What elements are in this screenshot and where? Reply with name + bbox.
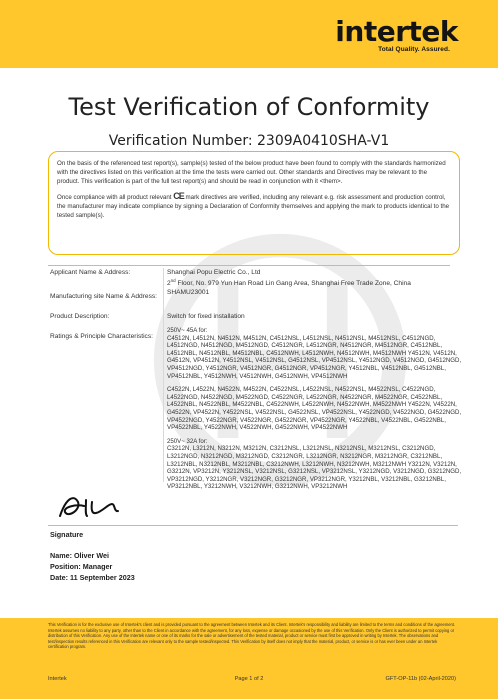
ratings-group-models: C4512N, L4512N, N4512N, M4512N, C4512NSL, L4512NSL, N4512NSL, M4512NSL, C4512NGD, L4512NGD, N4512NGD, M4512NGD, C4512NGR, L4512NGR, N4512NGR, M4512NGR, C4512NBL, L4512NBL, N4512NBL, M4512NBL, C4512NWH, L4512NWH, N4512NWH, M4512NWH Y4512N, V4512N, G4512N, VP4512N, Y4512NSL, V4512NSL, G4512NSL, VP4512NSL, Y4512NGD, V4512NGD, G4512NGD, VP4512NGD, Y4512NGR, V4512NGR, G4512NGR, VP4512NGR, Y4512NBL, V4512NBL, G4512NBL, VP4512NBL, Y4512NWH, V4512NWH, G4512NWH, VP4512NWH <box>167 334 462 380</box>
applicant-value <box>167 269 467 297</box>
page-title: Test Verification of Conformity <box>68 93 430 121</box>
ratings-group-models: C3212N, L3212N, N3212N, M3212N, C3212NSL, L3212NSL, N3212NSL, M3212NSL, C3212NGD, L3212NGD, N3212NGD, M3212NGD, C3212NGR, L3212NGR, N3212NGR, M3212NGR, C3212NBL, L3212NBL, N3212NBL, M3212NBL, C3212NWH, L3212NWH, N3212NWH, M3212NWH Y3212N, V3212N, G3212N, VP3212N, Y3212NSL, V3212NSL, G3212NSL, VP3212NSL, Y3212NGD, V3212NGD, G3212NGD, VP3212NGD, Y3212NGR, V3212NGR, G3212NGR, VP3212NGR, Y3212NBL, V3212NBL, G3212NBL, VP3212NBL, Y3212NWH, V3212NWH, G3212NWH, VP3212NWH <box>167 445 462 491</box>
signatory-block <box>50 550 135 583</box>
handwritten-signature <box>56 490 126 524</box>
signatory-name: Name: Oliver Wei <box>50 551 109 560</box>
logo-text: intertek <box>335 15 458 48</box>
product-label: Product Description: <box>50 313 110 320</box>
intro-paragraph-2 <box>57 192 451 220</box>
ratings-list <box>167 327 467 497</box>
ratings-group-title: 250V~ 45A for: <box>167 327 208 334</box>
ce-mark-icon: CE <box>173 191 184 202</box>
ratings-group-title: 250V~ 32A for: <box>167 437 208 445</box>
header-band <box>0 0 498 68</box>
footer-form-id: GFT-OP-11b (02-April-2020) <box>385 676 456 682</box>
ratings-group <box>167 438 467 491</box>
signature-label: Signature <box>50 530 84 539</box>
ratings-group <box>167 327 467 380</box>
legal-disclaimer: This Verification is for the exclusive use of Intertek's client and is provided pursuant to the agreement between Intertek and its Client. Intertek's responsibility and liability are limited to the terms and conditions of the agreement. Intertek assumes no liability to any party, other than to the Client in accordance with the agreement, for any loss, expense or damage occasioned by the use of this Verification. Only the Client is authorized to permit copying or distribution of this Verification. Any use of the Intertek name or one of its marks for the sale or advertisement of the tested material, product or service must first be approved in writing by Intertek. The observations and test/inspection results referenced in this Verification are relevant only to the sample tested/inspected. This Verification by itself does not imply that the material, product, or service is or has ever been under an Intertek certification program. <box>48 622 456 650</box>
intertek-logo <box>335 15 458 48</box>
footer-company: Intertek <box>48 676 67 682</box>
verification-number: Verification Number: 2309A0410SHA-V1 <box>108 133 390 149</box>
footer-page-number: Page 1 of 2 <box>234 676 264 682</box>
product-value: Switch for fixed installation <box>167 313 245 320</box>
intro-paragraph-1: On the basis of the referenced test report(s), sample(s) tested of the below product have been found to comply with the standards harmonized with the directives listed on this verification at the time the tests were carried out. Other standards and Directives may be relevant to the product. This verification is part of the full test report(s) and should be read in conjunction with it <them>. <box>57 160 446 186</box>
divider-signature <box>48 525 458 526</box>
manufacturing-value: SHAMU23001 <box>167 288 210 296</box>
intro-paragraph-2-end: mark directives are verified, including any relevant e.g. risk assessment and production control, the manufacturer may indicate compliance by signing a Declaration of Conformity themselves and applying the mark to products identical to the tested sample(s). <box>57 194 450 220</box>
divider-top <box>48 265 450 266</box>
logo-tagline: Total Quality. Assured. <box>378 46 450 53</box>
applicant-label: Applicant Name & Address: <box>50 269 131 276</box>
ratings-group <box>167 386 467 432</box>
intro-statement <box>48 151 460 255</box>
intro-paragraph-2-start: Once compliance with all product relevant <box>57 194 174 202</box>
ratings-group-models: C4522N, L4522N, N4522N, M4522N, C4522NSL, L4522NSL, N4522NSL, M4522NSL, C4522NGD, L4522NGD, N4522NGD, M4522NGD, C4522NGR, L4522NGR, N4522NGR, M4522NGR, C4522NBL, L4522NBL, N4522NBL, M4522NBL, C4522NWH, L4522NWH, N4522NWH, M4522NWH Y4522N, V4522N, G4522N, VP4522N, Y4522NSL, V4522NSL, G4522NSL, VP4522NSL, Y4522NGD, V4522NGD, G4522NGD, VP4522NGD, Y4522NGR, V4522NGR, G4522NGR, VP4522NGR, Y4522NBL, V4522NBL, G4522NBL, VP4522NBL, Y4522NWH, V4522NWH, G4522NWH, VP4522NWH <box>167 386 462 432</box>
signatory-position: Position: Manager <box>50 562 113 571</box>
ratings-label: Ratings & Principle Characteristics: <box>50 333 153 340</box>
manufacturing-label: Manufacturing site Name & Address: <box>50 293 158 300</box>
signature-date: Date: 11 September 2023 <box>50 573 135 582</box>
column-divider <box>163 268 164 482</box>
applicant-name: Shanghai Popu Electric Co., Ltd <box>167 269 261 276</box>
applicant-address: 2nd Floor, No. 979 Yun Han Road Lin Gang Area, Shanghai Free Trade Zone, China <box>167 278 411 288</box>
